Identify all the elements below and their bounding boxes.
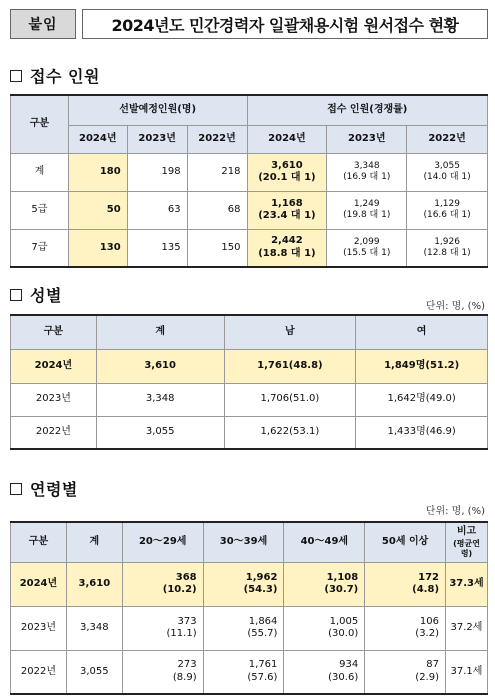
plan-value: 130: [68, 229, 127, 267]
gender-table: [10, 314, 488, 450]
age-count: 87: [426, 659, 440, 671]
applicant-count: 1,249: [353, 198, 380, 209]
header: [10, 9, 488, 39]
year-cell: 2022년: [11, 416, 97, 449]
age-percent: (30.6): [328, 671, 359, 683]
applicant-cell: [247, 153, 327, 191]
competition-ratio: (12.8 대 1): [423, 247, 471, 258]
female-cell: 1,642명(49.0): [356, 383, 488, 416]
section-applicants-title: [10, 64, 100, 87]
applicant-count: 2,442: [271, 235, 303, 247]
age-percent: (3.2): [415, 628, 440, 639]
col-category-header: 구분: [11, 95, 69, 153]
col-header: 50세 이상: [365, 522, 446, 562]
unit-note: 단위: 명, (%): [425, 301, 485, 312]
age-cell: [284, 606, 365, 650]
applicant-count: 1,129: [434, 198, 460, 209]
age-count: 1,864: [248, 615, 278, 627]
note-header-sublabel: (평균연령): [453, 538, 480, 558]
female-cell: 1,849명(51.2): [356, 349, 488, 383]
year-header: 2022년: [407, 125, 488, 153]
age-cell: [365, 650, 446, 694]
competition-ratio: (20.1 대 1): [258, 172, 316, 183]
plan-value: 150: [187, 229, 247, 267]
competition-ratio: (18.8 대 1): [258, 247, 316, 259]
note-header-label: 비고: [456, 526, 477, 537]
year-cell: 2024년: [11, 562, 67, 606]
age-cell: [365, 606, 446, 650]
plan-value: 180: [68, 153, 127, 191]
age-percent: (30.7): [324, 584, 359, 595]
plan-value: 198: [127, 153, 187, 191]
age-cell: [203, 606, 284, 650]
table-row: [11, 229, 488, 267]
checkbox-square-icon: [10, 289, 22, 301]
attachment-badge: 붙임: [10, 9, 76, 39]
applicant-cell: [407, 191, 488, 229]
avg-age-cell: 37.3세: [446, 562, 488, 606]
year-header: 2024년: [247, 125, 327, 153]
total-cell: 3,348: [66, 606, 122, 650]
applicant-cell: [407, 229, 488, 267]
age-cell: [203, 562, 284, 606]
note-header: [446, 522, 488, 562]
age-cell: [284, 562, 365, 606]
plan-value: 68: [187, 191, 247, 229]
col-header: 계: [66, 522, 122, 562]
male-cell: 1,761(48.8): [224, 349, 356, 383]
age-percent: (57.6): [247, 671, 278, 683]
col-header: 20～29세: [122, 522, 203, 562]
competition-ratio: (19.8 대 1): [343, 210, 391, 220]
age-percent: (11.1): [166, 628, 197, 639]
age-cell: [122, 562, 203, 606]
age-cell: [122, 650, 203, 694]
applicants-group-header: 접수 인원(경쟁률): [247, 95, 488, 125]
table-row: [11, 562, 488, 606]
table-row: [11, 606, 488, 650]
year-cell: 2023년: [11, 383, 97, 416]
age-count: 106: [419, 615, 440, 627]
section-age-title: [10, 477, 78, 500]
applicant-cell: [327, 153, 407, 191]
year-header: 2023년: [127, 125, 187, 153]
page-title: 2024년도 민간경력자 일괄채용시험 원서접수 현황: [82, 9, 488, 39]
age-count: 1,761: [248, 659, 278, 671]
year-header: 2022년: [187, 125, 247, 153]
age-count: 934: [339, 659, 359, 671]
age-percent: (8.9): [172, 671, 197, 683]
table-row: [11, 416, 488, 449]
avg-age-cell: 37.2세: [446, 606, 488, 650]
age-count: 1,962: [245, 571, 278, 583]
applicant-count: 3,610: [271, 159, 303, 171]
plan-group-header: 선발예정인원(명): [68, 95, 247, 125]
section-gender-label: 성별: [30, 286, 62, 305]
plan-value: 63: [127, 191, 187, 229]
col-header: 남: [224, 315, 356, 349]
applicants-table: [10, 94, 488, 268]
total-cell: 3,055: [96, 416, 224, 449]
age-cell: [122, 606, 203, 650]
age-percent: (10.2): [162, 584, 197, 595]
competition-ratio: (15.5 대 1): [343, 247, 391, 258]
section-age-label: 연령별: [30, 480, 78, 499]
row-label: 5급: [11, 191, 69, 229]
total-cell: 3,610: [96, 349, 224, 383]
age-percent: (2.9): [415, 671, 440, 683]
checkbox-square-icon: [10, 70, 22, 82]
applicant-cell: [327, 229, 407, 267]
col-header: 구분: [11, 315, 97, 349]
col-header: 30～39세: [203, 522, 284, 562]
table-row: [11, 650, 488, 694]
col-header: 계: [96, 315, 224, 349]
applicant-cell: [247, 229, 327, 267]
total-cell: 3,055: [66, 650, 122, 694]
competition-ratio: (14.0 대 1): [423, 172, 471, 182]
age-percent: (54.3): [243, 584, 278, 595]
age-cell: [365, 562, 446, 606]
competition-ratio: (16.9 대 1): [343, 172, 391, 182]
plan-value: 50: [68, 191, 127, 229]
table-row: [11, 191, 488, 229]
age-count: 373: [177, 615, 197, 627]
unit-note: 단위: 명, (%): [425, 506, 485, 517]
year-cell: 2022년: [11, 650, 67, 694]
row-label: 7급: [11, 229, 69, 267]
age-percent: (4.8): [412, 584, 440, 595]
applicant-count: 1,926: [434, 236, 460, 247]
avg-age-cell: 37.1세: [446, 650, 488, 694]
col-header: 40～49세: [284, 522, 365, 562]
applicant-count: 3,055: [434, 160, 460, 171]
age-count: 172: [418, 571, 440, 583]
age-percent: (55.7): [247, 628, 278, 639]
table-row: [11, 383, 488, 416]
age-count: 1,005: [329, 615, 359, 627]
age-cell: [203, 650, 284, 694]
year-cell: 2023년: [11, 606, 67, 650]
applicant-count: 3,348: [353, 160, 380, 171]
plan-value: 135: [127, 229, 187, 267]
age-cell: [284, 650, 365, 694]
applicant-count: 2,099: [353, 236, 380, 247]
section-applicants-label: 접수 인원: [30, 67, 100, 86]
row-label: 계: [11, 153, 69, 191]
section-gender-title: [10, 283, 62, 306]
checkbox-square-icon: [10, 483, 22, 495]
age-count: 368: [175, 571, 197, 583]
male-cell: 1,706(51.0): [224, 383, 356, 416]
age-percent: (30.0): [328, 628, 359, 639]
year-cell: 2024년: [11, 349, 97, 383]
applicant-cell: [327, 191, 407, 229]
applicant-cell: [407, 153, 488, 191]
col-header: 여: [356, 315, 488, 349]
competition-ratio: (23.4 대 1): [258, 210, 316, 221]
age-count: 273: [177, 659, 197, 671]
male-cell: 1,622(53.1): [224, 416, 356, 449]
table-row: [11, 153, 488, 191]
competition-ratio: (16.6 대 1): [423, 210, 471, 220]
col-header: 구분: [11, 522, 67, 562]
female-cell: 1,433명(46.9): [356, 416, 488, 449]
age-table: [10, 521, 488, 695]
applicant-count: 1,168: [271, 197, 303, 209]
total-cell: 3,610: [66, 562, 122, 606]
year-header: 2023년: [327, 125, 407, 153]
total-cell: 3,348: [96, 383, 224, 416]
table-row: [11, 349, 488, 383]
applicant-cell: [247, 191, 327, 229]
age-count: 1,108: [326, 571, 359, 583]
year-header: 2024년: [68, 125, 127, 153]
plan-value: 218: [187, 153, 247, 191]
